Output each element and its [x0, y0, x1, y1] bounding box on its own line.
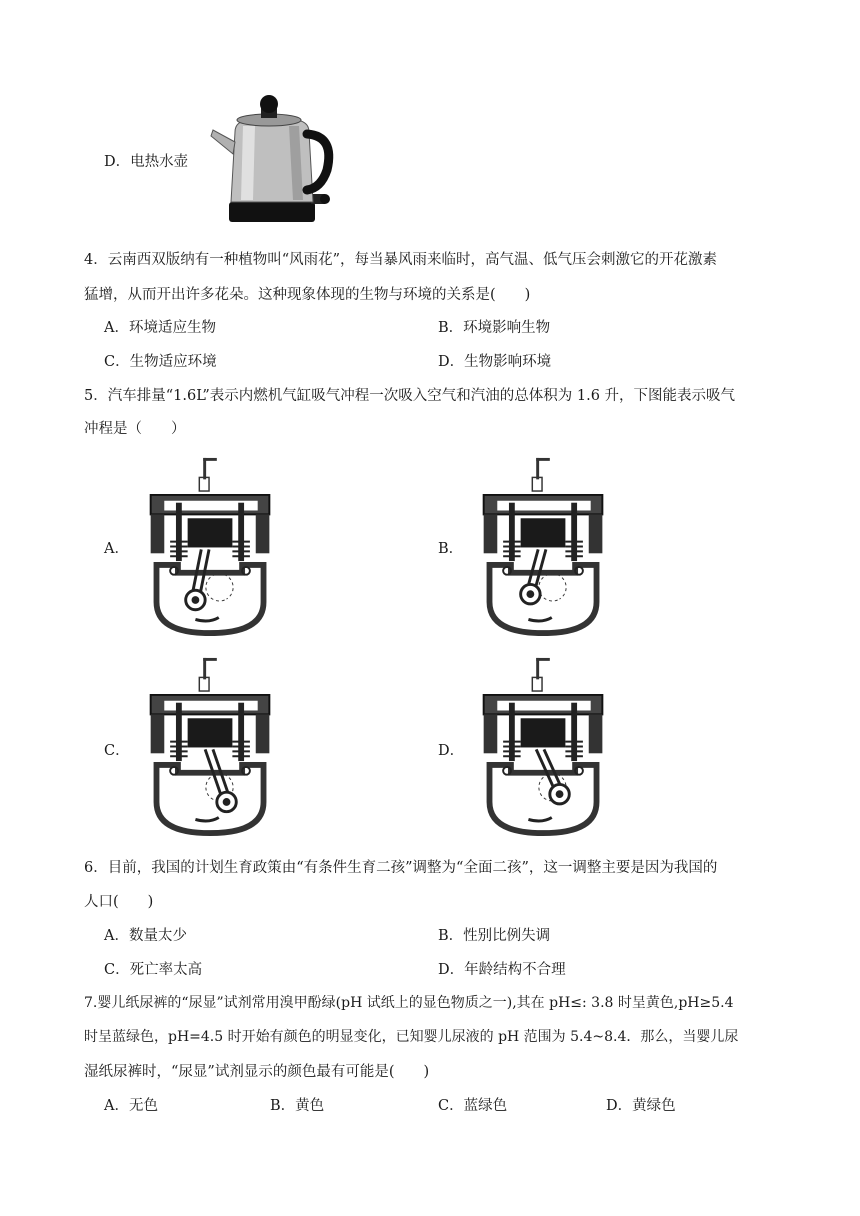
- q6-option-b: B．性别比例失调: [438, 928, 551, 944]
- engine-diagram-b: [476, 456, 611, 636]
- q7-option-c: C．蓝绿色: [438, 1098, 508, 1114]
- q5-option-c-label: C．: [104, 743, 130, 759]
- q7-option-d: D．黄绿色: [606, 1098, 676, 1114]
- q7-stem-line1: 7.婴儿纸尿裤的“尿显”试剂常用溴甲酚绿(pH 试纸上的显色物质之一),其在 pH≤: 3.8 时呈黄色,pH≥5.4: [84, 995, 734, 1011]
- q5-option-a-label: A．: [104, 541, 129, 557]
- q4-option-a: A．环境适应生物: [104, 320, 216, 336]
- q6-option-c: C．死亡率太高: [104, 962, 203, 978]
- q4-option-d: D．生物影响环境: [438, 354, 552, 370]
- q6-stem-line2: 人口( ): [84, 894, 154, 910]
- engine-diagram-a: [143, 456, 278, 636]
- q4-stem-line2: 猛增，从而开出许多花朵。这种现象体现的生物与环境的关系是( ): [84, 287, 531, 303]
- q7-stem-line3: 湿纸尿裤时，“尿显”试剂显示的颜色最有可能是( ): [84, 1064, 430, 1080]
- q4-option-c: C．生物适应环境: [104, 354, 217, 370]
- q6-stem-line1: 6．目前，我国的计划生育政策由“有条件生育二孩”调整为“全面二孩”，这一调整主要是因为我国的: [84, 860, 718, 876]
- q7-stem-line2: 时呈蓝绿色，pH=4.5 时开始有颜色的明显变化，已知婴儿尿液的 pH 范围为 5.4~8.4．那么，当婴儿尿: [84, 1029, 739, 1045]
- q3-option-d: D．电热水壶: [104, 154, 189, 170]
- q5-option-d-label: D．: [438, 743, 465, 759]
- q5-option-b-label: B．: [438, 541, 464, 557]
- electric-kettle-image: [207, 92, 337, 232]
- q5-stem-line1: 5．汽车排量“1.6L”表示内燃机气缸吸气冲程一次吸入空气和汽油的总体积为 1.6 升，下图能表示吸气: [84, 388, 736, 404]
- q7-option-a: A．无色: [104, 1098, 158, 1114]
- engine-diagram-c: [143, 656, 278, 836]
- engine-diagram-d: [476, 656, 611, 836]
- q6-option-a: A．数量太少: [104, 928, 187, 944]
- q7-option-b: B．黄色: [270, 1098, 325, 1114]
- q5-stem-line2: 冲程是（ ）: [84, 421, 186, 437]
- q4-option-b: B．环境影响生物: [438, 320, 551, 336]
- q4-stem-line1: 4．云南西双版纳有一种植物叫“风雨花”，每当暴风雨来临时，高气温、低气压会刺激它的开花激素: [84, 252, 718, 268]
- q6-option-d: D．年龄结构不合理: [438, 962, 566, 978]
